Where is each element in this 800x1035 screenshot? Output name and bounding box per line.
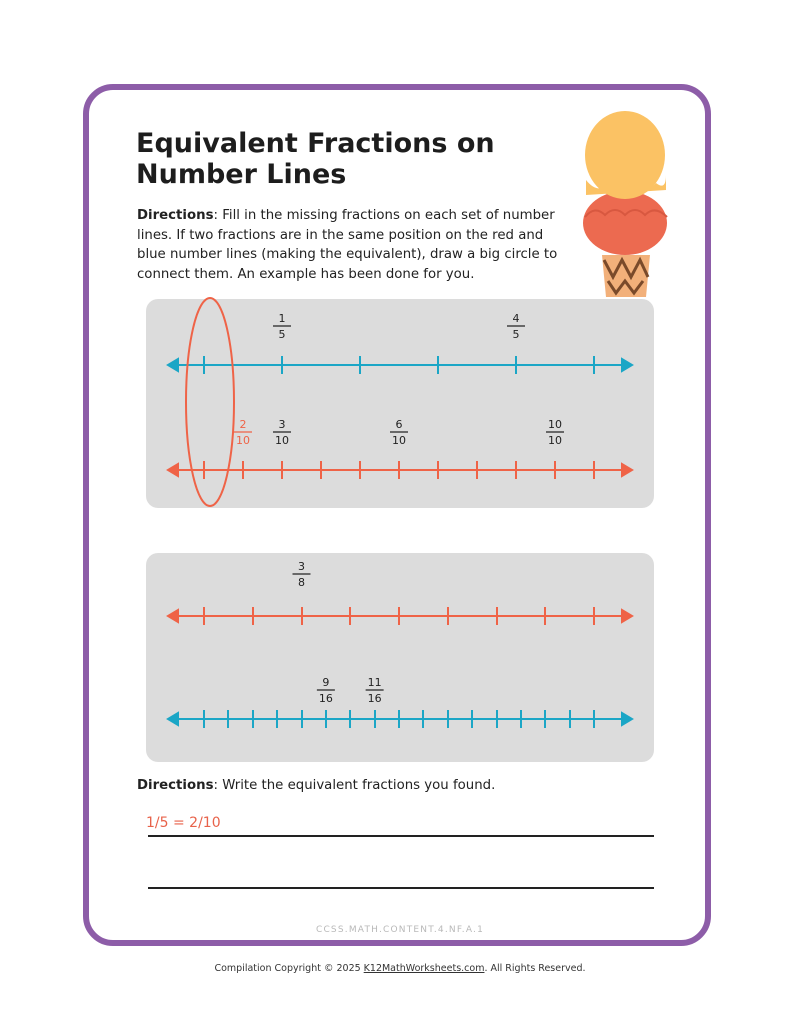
directions-2-label: Directions	[137, 778, 214, 793]
fraction-numerator: 11	[367, 676, 382, 689]
fraction-denominator: 10	[392, 434, 406, 447]
fraction-numerator: 6	[395, 418, 403, 431]
directions-label: Directions	[137, 208, 214, 223]
fraction-numerator: 4	[512, 312, 520, 325]
fraction-label	[390, 418, 408, 447]
fraction-label	[317, 676, 335, 705]
fraction-denominator: 5	[512, 328, 520, 341]
footer-prefix: Compilation Copyright © 2025	[214, 963, 364, 974]
fraction-numerator: 1	[278, 312, 286, 325]
fraction-denominator: 5	[278, 328, 286, 341]
fraction-denominator: 16	[367, 692, 382, 705]
fraction-label	[273, 312, 291, 341]
title-line-2: Number Lines	[136, 159, 347, 190]
fraction-numerator: 2	[239, 418, 247, 431]
fraction-numerator: 3	[298, 560, 305, 573]
fraction-label	[273, 418, 291, 447]
directions-text: : Fill in the missing fractions on each set of number lines. If two fractions are in the same position on the red and blue number lines (making the equivalent), draw a big circle to connect them. An example has been done for you.	[137, 208, 558, 282]
fraction-denominator: 10	[236, 434, 250, 447]
answer-example: 1/5 = 2/10	[146, 815, 221, 831]
fraction-denominator: 16	[318, 692, 333, 705]
blue-number-line-2	[168, 710, 632, 728]
red-number-line-1	[168, 461, 632, 479]
fraction-label	[293, 560, 311, 589]
blue-number-line-1	[168, 356, 632, 374]
title-line-1: Equivalent Fractions on	[136, 128, 495, 159]
fraction-label	[546, 418, 564, 447]
fraction-denominator: 10	[275, 434, 289, 447]
ccss-standard: CCSS.MATH.CONTENT.4.NF.A.1	[315, 925, 485, 935]
red-number-line-2	[168, 607, 632, 625]
example-circle	[186, 298, 234, 506]
fraction-numerator: 3	[278, 418, 286, 431]
directions-2-text: : Write the equivalent fractions you found.	[213, 778, 496, 793]
fraction-label	[234, 418, 252, 447]
footer-suffix: . All Rights Reserved.	[484, 963, 586, 974]
fraction-numerator: 9	[322, 676, 330, 689]
directions-2-paragraph	[137, 778, 495, 793]
site-link[interactable]: K12MathWorksheets.com	[363, 963, 485, 974]
copyright-footer	[0, 963, 800, 974]
fraction-denominator: 8	[298, 576, 305, 589]
fraction-denominator: 10	[548, 434, 562, 447]
fraction-label	[366, 676, 384, 705]
fraction-labels	[234, 312, 564, 705]
fraction-numerator: 10	[548, 418, 562, 431]
fraction-label	[507, 312, 525, 341]
